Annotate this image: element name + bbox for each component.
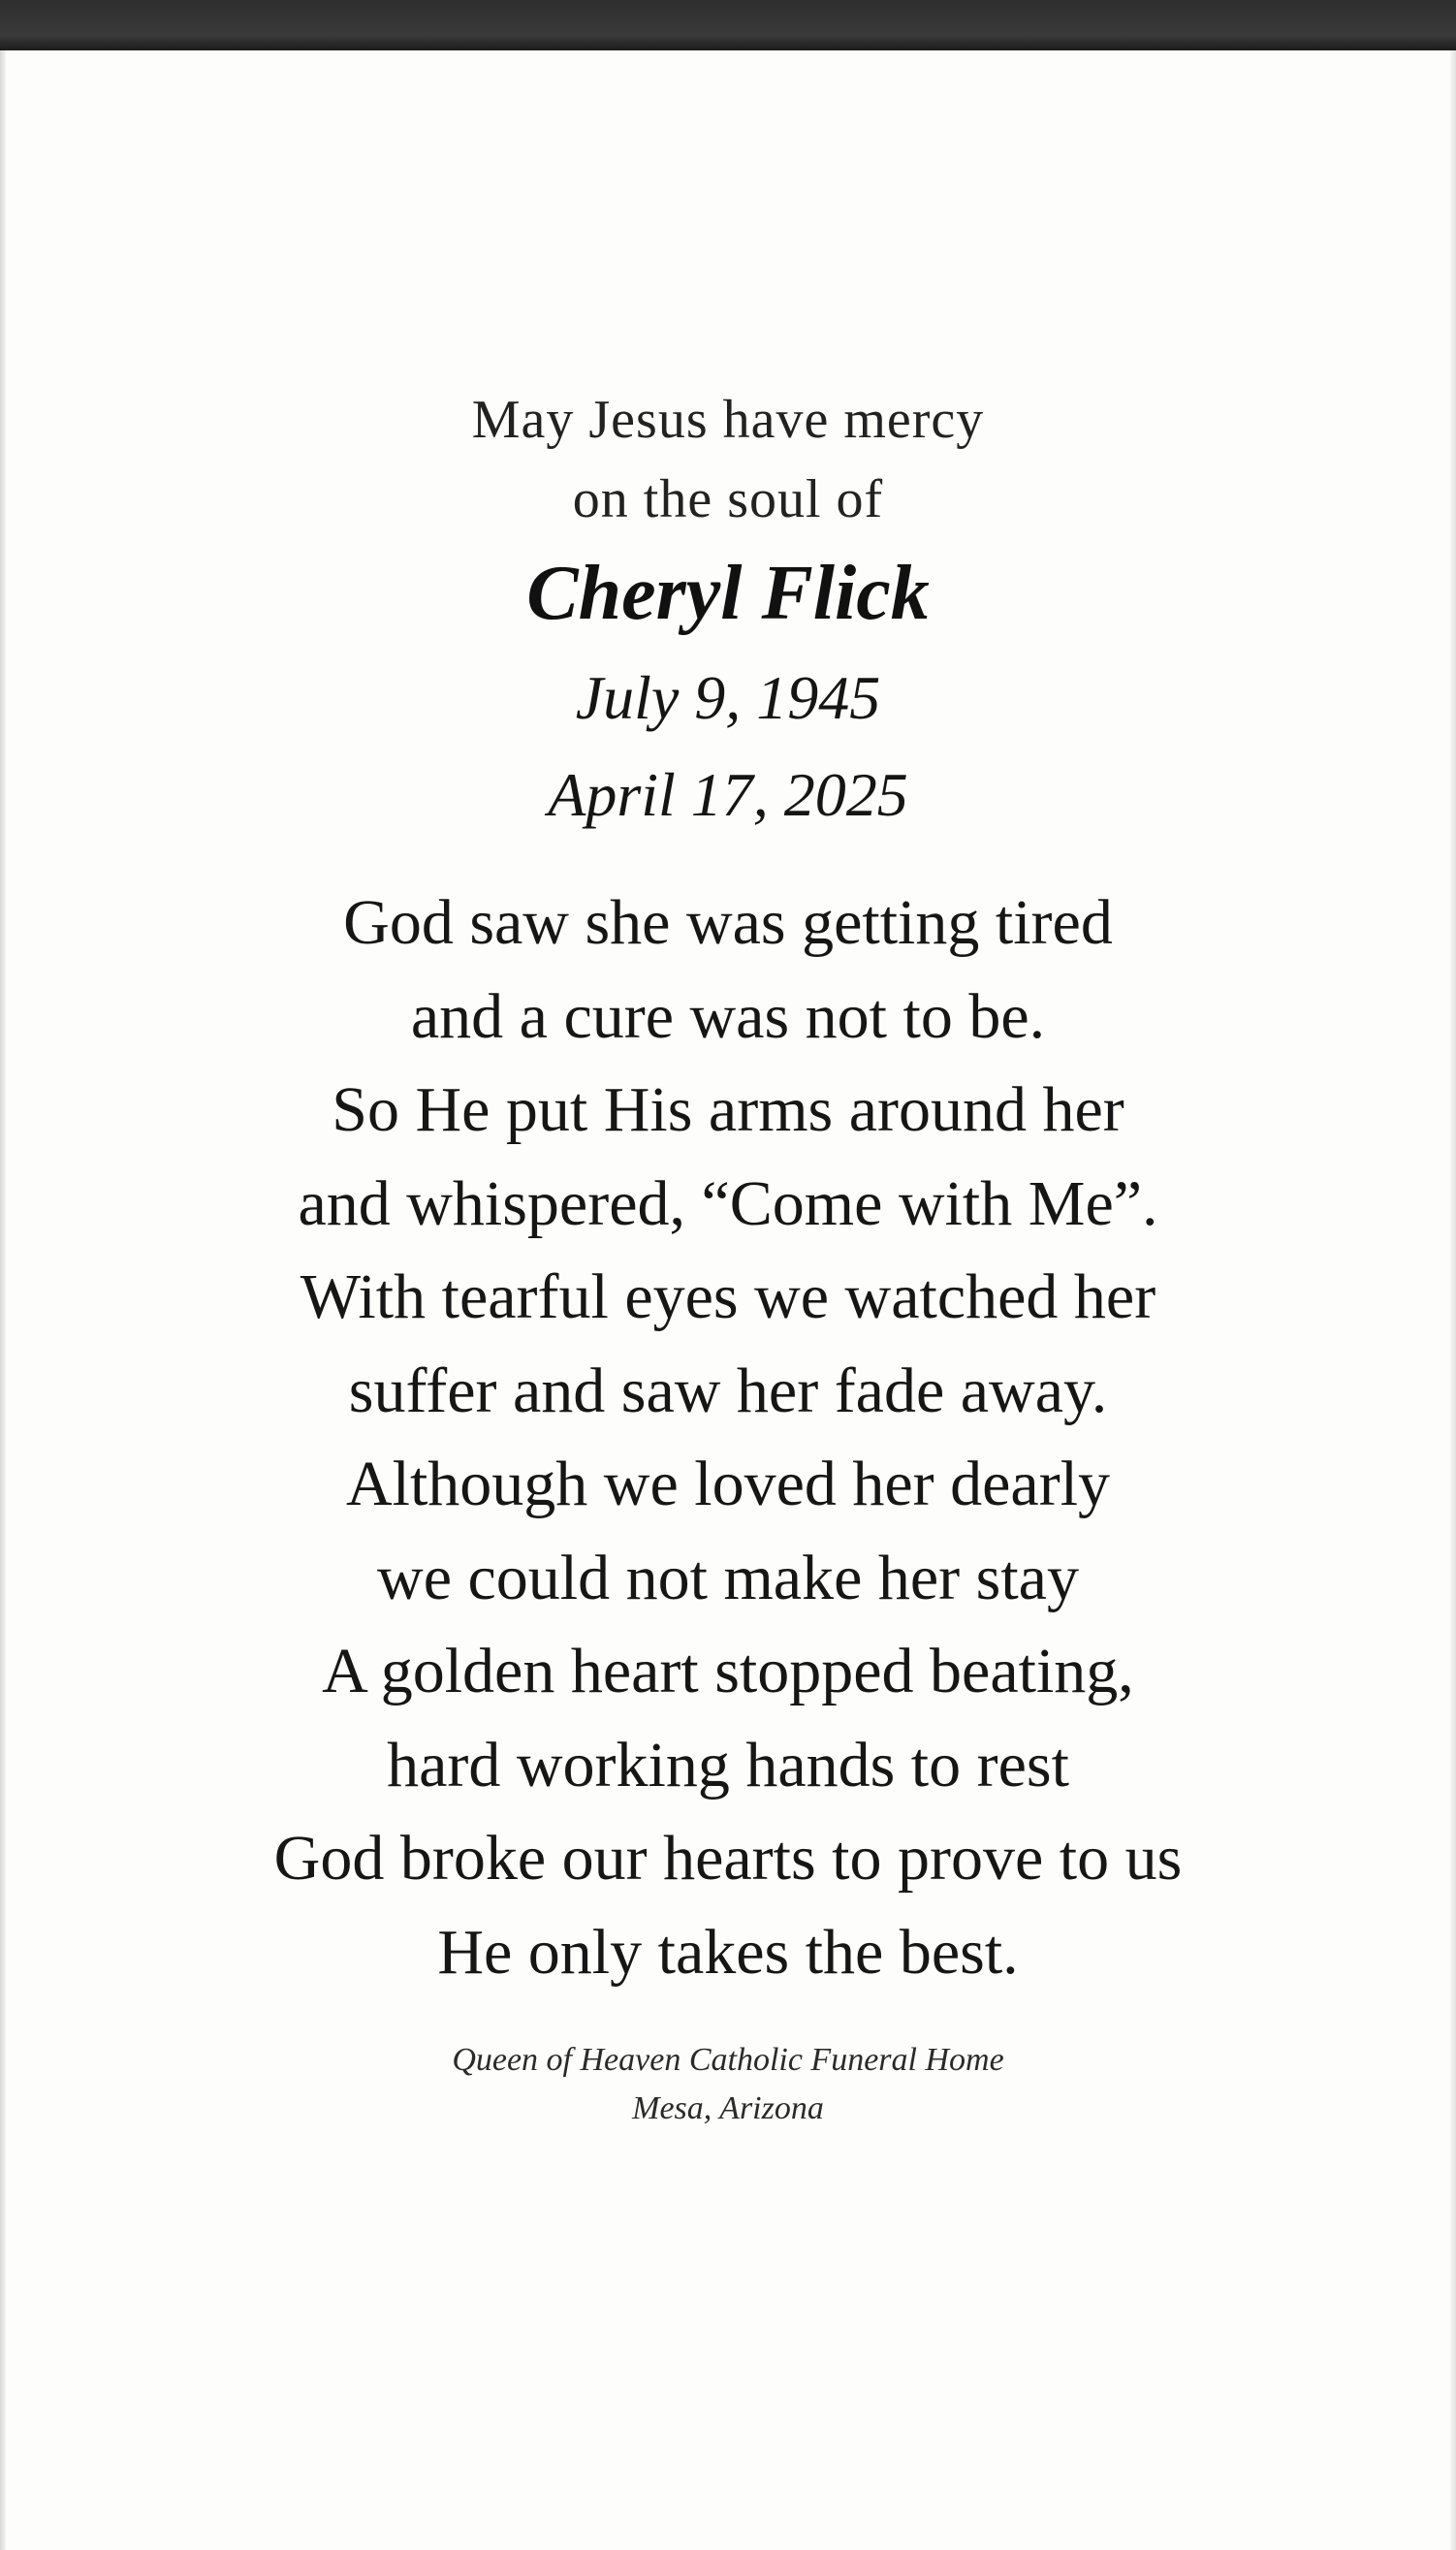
poem-line: we could not make her stay: [377, 1542, 1079, 1613]
invocation-line-1: May Jesus have mercy: [471, 390, 985, 450]
invocation-line-2: on the soul of: [572, 469, 884, 529]
poem-line: God broke our hearts to prove to us: [273, 1823, 1183, 1894]
poem-line: So He put His arms around her: [332, 1074, 1124, 1145]
poem-line: hard working hands to rest: [387, 1729, 1069, 1801]
poem-line: Although we loved her dearly: [345, 1449, 1111, 1519]
poem-line: suffer and saw her fade away.: [348, 1355, 1108, 1426]
memorial-poem: [0, 877, 1456, 1999]
poem-line: He only takes the best.: [437, 1916, 1019, 1988]
card-top-edge: [0, 0, 1456, 50]
poem-line: With tearful eyes we watched her: [300, 1261, 1156, 1332]
funeral-home-location: Mesa, Arizona: [632, 2090, 824, 2126]
birth-date: July 9, 1945: [575, 663, 881, 732]
funeral-home-credit: [0, 2036, 1456, 2133]
deceased-name: Cheryl Flick: [526, 551, 930, 636]
invocation: [0, 380, 1456, 539]
poem-line: and whispered, “Come with Me”.: [298, 1167, 1158, 1239]
life-dates: [0, 650, 1456, 844]
poem-line: A golden heart stopped beating,: [322, 1636, 1134, 1706]
poem-line: and a cure was not to be.: [410, 980, 1046, 1052]
poem-line: God saw she was getting tired: [343, 887, 1113, 958]
funeral-home-name: Queen of Heaven Catholic Funeral Home: [452, 2042, 1004, 2078]
death-date: April 17, 2025: [548, 760, 908, 829]
